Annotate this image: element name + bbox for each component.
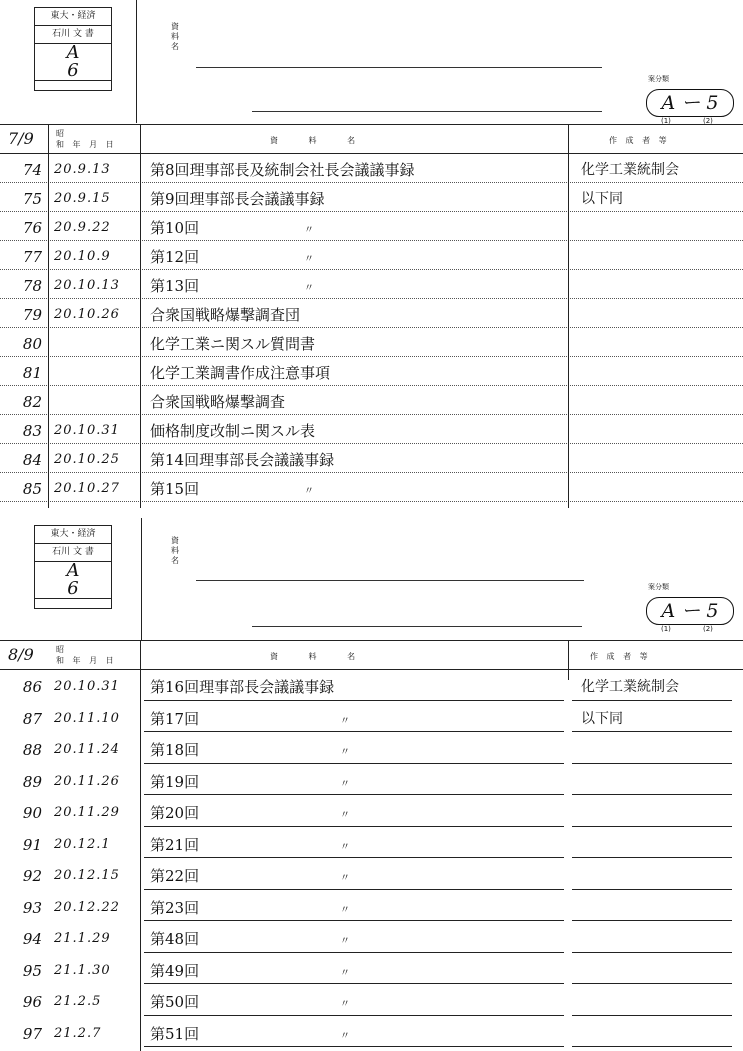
entry-date: 20.10.31 <box>54 679 120 694</box>
ditto-mark: 〃 <box>340 841 350 853</box>
entry-date: 20.11.29 <box>54 805 120 820</box>
entry-author: 化学工業統制会 <box>581 162 679 178</box>
title-underline <box>144 889 564 890</box>
stamp-series: A <box>66 560 80 581</box>
entry-date: 20.11.24 <box>54 742 120 757</box>
entry-date: 20.10.31 <box>54 423 120 438</box>
title-underline <box>144 920 564 921</box>
entry-title: 第23回 <box>150 898 200 917</box>
table-row <box>0 828 743 860</box>
entry-number: 82 <box>22 393 42 411</box>
title-rule <box>196 67 602 68</box>
entry-date: 20.10.27 <box>54 481 120 496</box>
table-row <box>0 472 743 502</box>
stamp-line: 石川 文 書 <box>35 544 111 562</box>
entry-number: 75 <box>22 190 42 208</box>
entry-date: 20.12.22 <box>54 899 120 915</box>
title-underline <box>144 763 564 764</box>
author-underline <box>572 920 732 921</box>
entry-number: 86 <box>22 678 42 696</box>
ditto-mark: 〃 <box>340 747 350 758</box>
entry-title: 化学工業ニ関スル質問書 <box>150 335 316 353</box>
column-rule <box>140 124 141 508</box>
header-era: 昭 <box>56 129 64 138</box>
entry-date: 20.10.26 <box>54 307 120 322</box>
entry-date: 20.10.25 <box>54 452 120 467</box>
archive-stamp <box>34 525 112 609</box>
table-row <box>0 891 743 923</box>
ditto-mark: 〃 <box>340 999 350 1010</box>
ditto-mark: 〃 <box>340 778 350 790</box>
entry-date: 21.1.30 <box>54 962 111 978</box>
entry-date: 21.1.29 <box>54 931 111 946</box>
title-rule <box>196 580 584 581</box>
table-row <box>0 765 743 797</box>
stamp-line: 東大・経済 <box>35 8 111 26</box>
author-underline <box>572 700 732 701</box>
table-row <box>0 414 743 444</box>
entry-date: 20.12.1 <box>54 836 111 852</box>
entry-date: 20.10.13 <box>54 278 120 293</box>
header-date: 和 年 月 日 <box>56 140 117 149</box>
table-row <box>0 240 743 270</box>
entry-number: 78 <box>22 277 42 295</box>
author-underline <box>572 1046 732 1047</box>
entry-title: 第10回 <box>150 219 200 237</box>
title-underline <box>144 700 564 701</box>
entry-number: 92 <box>22 867 42 885</box>
entry-title: 第9回理事部長会議議事録 <box>150 190 325 208</box>
header-name: 資 料 名 <box>270 652 370 661</box>
name-label: 資 料 名 <box>171 22 179 51</box>
entry-title: 合衆国戦略爆撃調査 <box>150 393 286 411</box>
table-row <box>0 859 743 891</box>
entry-title: 第21回 <box>150 835 200 854</box>
form-sheet <box>0 0 743 515</box>
table-row <box>0 269 743 299</box>
classification-label: 案分類 <box>648 75 669 83</box>
ditto-mark: 〃 <box>304 283 314 294</box>
entry-author: 化学工業統制会 <box>581 679 679 695</box>
entry-title: 合衆国戦略爆撃調査団 <box>150 306 301 324</box>
month-mark: 7/9 <box>8 129 34 148</box>
title-rule <box>252 111 602 112</box>
entry-title: 化学工業調書作成注意事項 <box>150 364 331 382</box>
classification-sub: (1) <box>661 117 671 125</box>
entry-date: 21.2.7 <box>54 1025 102 1041</box>
entry-number: 81 <box>22 364 42 382</box>
table-row <box>0 211 743 241</box>
title-underline <box>144 952 564 953</box>
entry-title: 第8回理事部長及統制会社長会議議事録 <box>150 161 415 179</box>
entry-title: 第20回 <box>150 804 200 822</box>
entry-number: 95 <box>22 961 42 980</box>
stamp-line: 石川 文 書 <box>35 26 111 44</box>
title-underline <box>144 794 564 795</box>
table-row <box>0 922 743 954</box>
margin-rule <box>136 0 137 123</box>
entry-title: 第13回 <box>150 277 200 295</box>
stamp-series: A <box>66 42 80 63</box>
entry-date: 20.9.13 <box>54 162 111 177</box>
margin-rule <box>141 518 142 641</box>
entry-number: 88 <box>22 741 42 759</box>
entry-date: 20.11.26 <box>54 773 120 789</box>
author-underline <box>572 857 732 858</box>
entry-number: 80 <box>22 335 42 353</box>
author-underline <box>572 1015 732 1016</box>
ditto-mark: 〃 <box>304 225 314 236</box>
ditto-mark: 〃 <box>340 936 350 947</box>
entry-title: 第15回 <box>150 480 200 498</box>
entry-author: 以下同 <box>581 710 623 727</box>
entry-number: 76 <box>22 219 42 237</box>
entry-number: 89 <box>22 772 42 791</box>
header-name: 資 料 名 <box>270 136 370 145</box>
entry-author: 以下同 <box>581 191 623 207</box>
table-row <box>0 1017 743 1049</box>
column-rule <box>568 124 569 508</box>
table-row <box>0 796 743 828</box>
stamp-line: 東大・経済 <box>35 526 111 544</box>
ditto-mark: 〃 <box>340 967 350 979</box>
entry-title: 第18回 <box>150 741 200 759</box>
table-row <box>0 702 743 734</box>
entry-title: 第50回 <box>150 993 200 1011</box>
archive-stamp <box>34 7 112 91</box>
table-row <box>0 985 743 1017</box>
title-rule <box>252 626 582 627</box>
header-era: 昭 <box>56 645 64 654</box>
table-row <box>0 153 743 183</box>
ditto-mark: 〃 <box>340 715 350 727</box>
entry-title: 第49回 <box>150 961 200 980</box>
column-rule <box>140 640 141 1051</box>
entry-title: 第48回 <box>150 930 200 948</box>
entry-title: 第16回理事部長会議議事録 <box>150 678 335 696</box>
entry-number: 83 <box>22 422 42 440</box>
table-row <box>0 443 743 473</box>
table-row <box>0 733 743 765</box>
ditto-mark: 〃 <box>340 810 350 821</box>
entry-date: 20.12.15 <box>54 868 120 883</box>
entry-date: 20.11.10 <box>54 710 120 726</box>
entry-title: 第19回 <box>150 772 200 791</box>
classification-code: A ー 5 <box>646 597 734 625</box>
entry-number: 94 <box>22 930 42 948</box>
ditto-mark: 〃 <box>340 1030 350 1042</box>
entry-title: 第14回理事部長会議議事録 <box>150 451 335 469</box>
table-row <box>0 298 743 328</box>
stamp-number: 6 <box>35 580 111 599</box>
name-label: 資 料 名 <box>171 536 179 565</box>
table-row <box>0 327 743 357</box>
entry-title: 第17回 <box>150 709 200 728</box>
header-author: 作 成 者 等 <box>590 652 651 661</box>
author-underline <box>572 731 732 732</box>
author-underline <box>572 794 732 795</box>
entry-date: 20.9.15 <box>54 191 111 206</box>
ditto-mark: 〃 <box>304 486 314 497</box>
table-row <box>0 385 743 415</box>
column-rule <box>568 640 569 680</box>
entry-number: 87 <box>22 709 42 728</box>
classification-sub: (1) <box>661 625 671 633</box>
classification-sub: (2) <box>703 117 713 125</box>
entry-date: 20.10.9 <box>54 249 111 264</box>
title-underline <box>144 1015 564 1016</box>
column-rule <box>48 124 49 508</box>
header-author: 作 成 者 等 <box>609 136 670 145</box>
entry-date: 21.2.5 <box>54 994 102 1009</box>
title-underline <box>144 1046 564 1047</box>
table-row <box>0 954 743 986</box>
author-underline <box>572 763 732 764</box>
entry-number: 97 <box>22 1024 42 1043</box>
entry-number: 74 <box>22 161 42 179</box>
classification-label: 案分類 <box>648 583 669 591</box>
entry-date: 20.9.22 <box>54 220 111 235</box>
author-underline <box>572 952 732 953</box>
author-underline <box>572 983 732 984</box>
entry-title: 第22回 <box>150 867 200 885</box>
entry-title: 第12回 <box>150 248 200 266</box>
title-underline <box>144 983 564 984</box>
table-header <box>0 640 743 670</box>
header-date: 和 年 月 日 <box>56 656 117 665</box>
title-underline <box>144 857 564 858</box>
author-underline <box>572 889 732 890</box>
entry-number: 91 <box>22 835 42 854</box>
author-underline <box>572 826 732 827</box>
table-row <box>0 182 743 212</box>
entry-number: 85 <box>22 480 42 498</box>
month-mark: 8/9 <box>8 645 34 664</box>
title-underline <box>144 826 564 827</box>
form-sheet <box>0 518 743 1051</box>
table-row <box>0 670 743 702</box>
classification-code: A ー 5 <box>646 89 734 117</box>
entry-number: 90 <box>22 804 42 822</box>
entry-number: 84 <box>22 451 42 469</box>
ditto-mark: 〃 <box>340 904 350 916</box>
title-underline <box>144 731 564 732</box>
stamp-number: 6 <box>35 62 111 81</box>
entry-title: 価格制度改制ニ関スル表 <box>150 422 316 440</box>
classification-sub: (2) <box>703 625 713 633</box>
table-header <box>0 124 743 154</box>
entry-number: 79 <box>22 306 42 324</box>
ditto-mark: 〃 <box>304 254 314 265</box>
entry-number: 96 <box>22 993 42 1011</box>
ditto-mark: 〃 <box>340 873 350 884</box>
entry-number: 93 <box>22 898 42 917</box>
entry-title: 第51回 <box>150 1024 200 1043</box>
table-row <box>0 356 743 386</box>
entry-number: 77 <box>22 248 42 266</box>
